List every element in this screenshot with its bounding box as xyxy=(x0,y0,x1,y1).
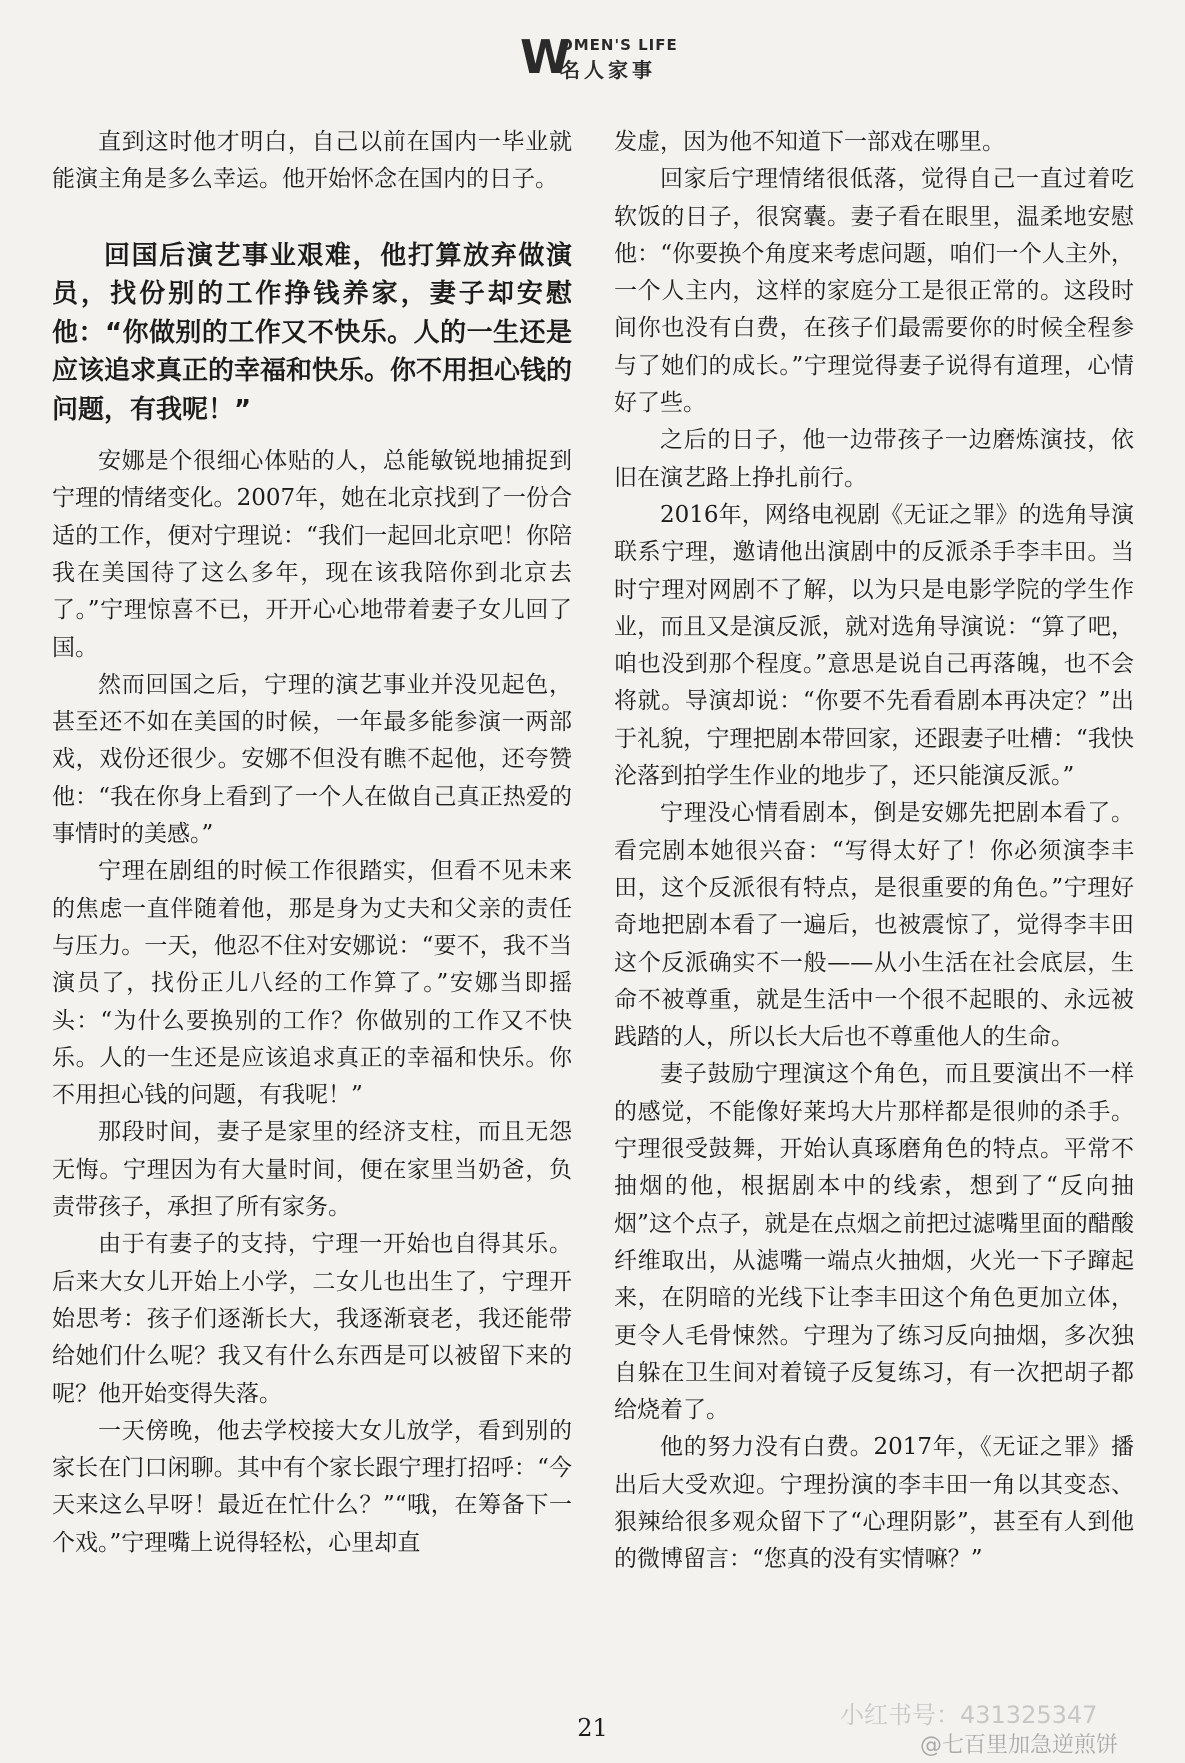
paragraph: 由于有妻子的支持，宁理一开始也自得其乐。后来大女儿开始上小学，二女儿也出生了，宁理开始思考：孩子们逐渐长大，我逐渐衰老，我还能带给她们什么呢？我又有什么东西是可以被留下来的呢？他开始变得失落。 xyxy=(52,1231,572,1407)
paragraph: 然而回国之后，宁理的演艺事业并没见起色，甚至还不如在美国的时候，一年最多能参演一两部戏，戏份还很少。安娜不但没有瞧不起他，还夸赞他：“我在你身上看到了一个人在做自己真正热爱的事情时的美感。” xyxy=(52,671,572,848)
paragraph: 安娜是个很细心体贴的人，总能敏锐地捕捉到宁理的情绪变化。2007年，她在北京找到了一份合适的工作，便对宁理说：“我们一起回北京吧！你陪我在美国待了这么多年，现在该我陪你到北京去了。”宁理惊喜不已，开开心心地带着妻子女儿回了国。 xyxy=(52,448,572,661)
paragraph: 之后的日子，他一边带孩子一边磨炼演技，依旧在演艺路上挣扎前行。 xyxy=(614,427,1134,491)
page-number: 21 xyxy=(577,1714,608,1742)
paragraph: 宁理没心情看剧本，倒是安娜先把剧本看了。看完剧本她很兴奋：“写得太好了！你必须演李丰田，这个反派很有特点，是很重要的角色。”宁理好奇地把剧本看了一遍后，也被震惊了，觉得李丰田这个反派确实不一般——从小生活在社会底层，生命不被尊重，就是生活中一个很不起眼的、永远被践踏的人，所以长大后也不尊重他人的生命。 xyxy=(614,800,1134,1051)
header-english-title: OMEN'S LIFE xyxy=(560,36,678,54)
magazine-header xyxy=(520,30,700,84)
paragraph: 2016年，网络电视剧《无证之罪》的选角导演联系宁理，邀请他出演剧中的反派杀手李丰田。当时宁理对网剧不了解，以为只是电影学院的学生作业，而且又是演反派，就对选角导演说：“算了吧，咱也没到那个程度。”意思是说自己再落魄，也不会将就。导演却说：“你要不先看看剧本再决定？”出于礼貌，宁理把剧本带回家，还跟妻子吐槽：“我快沦落到拍学生作业的地步了，还只能演反派。” xyxy=(614,501,1134,790)
watermark-id: 小红书号：431325347 xyxy=(840,1701,1098,1729)
right-column xyxy=(614,124,1134,1579)
paragraph: 他的努力没有白费。2017年，《无证之罪》播出后大受欢迎。宁理扮演的李丰田一角以其变态、狠辣给很多观众留下了“心理阴影”，甚至有人到他的微博留言：“您真的没有实情嘛？” xyxy=(614,1434,1134,1573)
paragraph: 回家后宁理情绪很低落，觉得自己一直过着吃软饭的日子，很窝囊。妻子看在眼里，温柔地安慰他：“你要换个角度来考虑问题，咱们一个人主外，一个人主内，这样的家庭分工是很正常的。这段时间你也没有白费，在孩子们最需要你的时候全程参与了她们的成长。”宁理觉得妻子说得有道理，心情好了些。 xyxy=(614,166,1134,417)
header-section-title: 名人家事 xyxy=(560,58,656,82)
paragraph: 宁理在剧组的时候工作很踏实，但看不见未来的焦虑一直伴随着他，那是身为丈夫和父亲的责任与压力。一天，他忍不住对安娜说：“要不，我不当演员了，找份正儿八经的工作算了。”安娜当即摇头：“为什么要换别的工作？你做别的工作又不快乐。人的一生还是应该追求真正的幸福和快乐。你不用担心钱的问题，有我呢！” xyxy=(52,858,572,1109)
paragraph: 一天傍晚，他去学校接大女儿放学，看到别的家长在门口闲聊。其中有个家长跟宁理打招呼：“今天来这么早呀！最近在忙什么？”“哦，在筹备下一个戏。”宁理嘴上说得轻松，心里却直 xyxy=(52,1417,572,1556)
pull-quote-heading: 回国后演艺事业艰难，他打算放弃做演员，找份别的工作挣钱养家，妻子却安慰他：“你做别的工作又不快乐。人的一生还是应该追求真正的幸福和快乐。你不用担心钱的问题，有我呢！” xyxy=(52,240,573,425)
header-logo-letter: W xyxy=(520,30,569,84)
paragraph: 发虚，因为他不知道下一部戏在哪里。 xyxy=(614,129,1005,155)
paragraph: 妻子鼓励宁理演这个角色，而且要演出不一样的感觉，不能像好莱坞大片那样都是很帅的杀手。宁理很受鼓舞，开始认真琢磨角色的特点。平常不抽烟的他，根据剧本中的线索，想到了“反向抽烟”这个点子，就是在点烟之前把过滤嘴里面的醋酸纤维取出，从滤嘴一端点火抽烟，火光一下子蹿起来，在阴暗的光线下让李丰田这个角色更加立体，更令人毛骨悚然。宁理为了练习反向抽烟，多次独自躲在卫生间对着镜子反复练习，有一次把胡子都给烧着了。 xyxy=(614,1061,1134,1424)
paragraph: 那段时间，妻子是家里的经济支柱，而且无怨无悔。宁理因为有大量时间，便在家里当奶爸，负责带孩子，承担了所有家务。 xyxy=(52,1119,572,1221)
paragraph: 直到这时他才明白，自己以前在国内一毕业就能演主角是多么幸运。他开始怀念在国内的日子。 xyxy=(52,129,572,193)
left-column xyxy=(52,124,572,1562)
watermark-handle: @七百里加急逆煎饼 xyxy=(920,1733,1119,1758)
